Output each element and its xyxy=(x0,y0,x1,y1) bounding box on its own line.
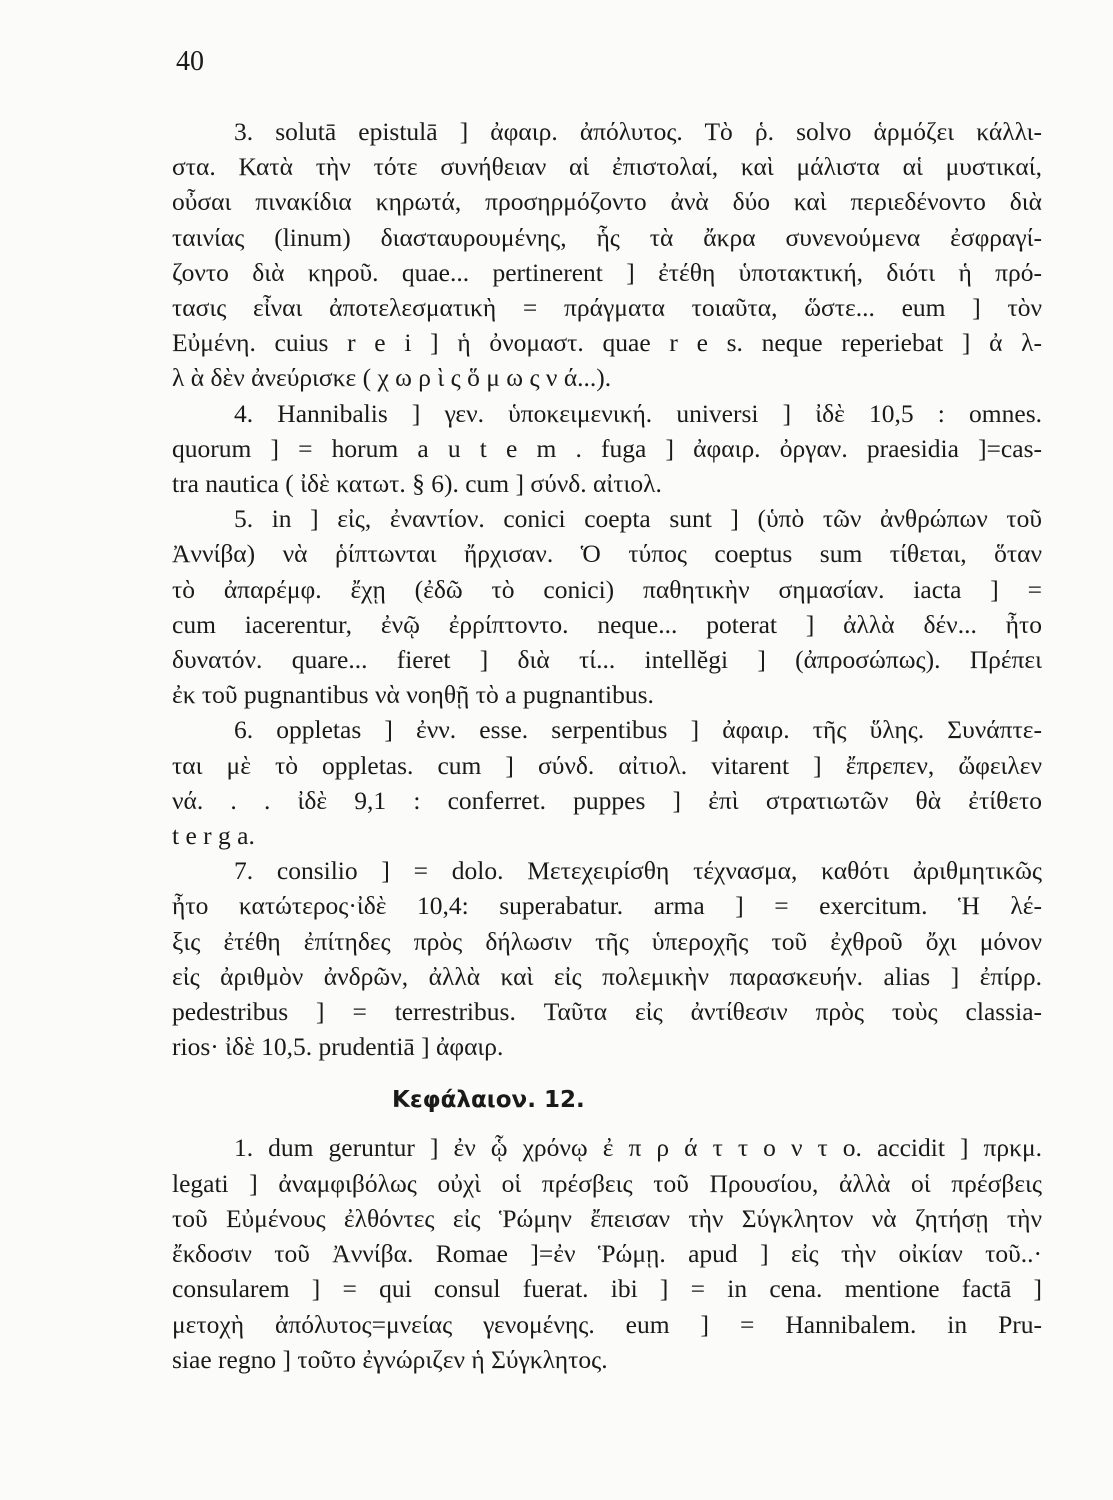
note-line: ξις ἐτέθη ἐπίτηδες πρὸς δήλωσιν τῆς ὑπεροχῆς τοῦ ἐχθροῦ ὄχι μόνον xyxy=(172,926,1042,956)
notes-section-b xyxy=(172,1130,1042,1376)
note-5 xyxy=(172,501,1042,712)
note-line: ἦτο κατώτερος·ἰδὲ 10,4: superabatur. arma ] = exercitum. Ἡ λέ- xyxy=(172,891,1042,921)
note-line: pedestribus ] = terrestribus. Ταῦτα εἰς ἀντίθεσιν πρὸς τοὺς classia- xyxy=(172,997,1042,1027)
notes-section-a xyxy=(172,114,1042,1064)
note-line: οὖσαι πινακίδια κηρωτά, προσηρμόζοντο ἀνὰ δύο καὶ περιεδένοντο διὰ xyxy=(172,187,1042,217)
note-line: 4. Hannibalis ] γεν. ὑποκειμενική. universi ] ἰδὲ 10,5 : omnes. xyxy=(234,398,1042,428)
note-3 xyxy=(172,114,1042,396)
note-line: Ἀννίβα) νὰ ῥίπτωνται ἤρχισαν. Ὁ τύπος coeptus sum τίθεται, ὅταν xyxy=(172,539,1042,569)
note-line: στα. Κατὰ τὴν τότε συνήθειαν αἱ ἐπιστολαί, καὶ μάλιστα αἱ μυστικαί, xyxy=(172,152,1042,182)
note-line: siae regno ] τοῦτο ἐγνώριζεν ἡ Σύγκλητος. xyxy=(172,1344,608,1374)
page-content xyxy=(172,114,1042,1377)
note-line: εἰς ἀριθμὸν ἀνδρῶν, ἀλλὰ καὶ εἰς πολεμικὴν παρασκευήν. alias ] ἐπίρρ. xyxy=(172,961,1042,991)
note-line: 3. solutā epistulā ] ἀφαιρ. ἀπόλυτος. Τὸ ῥ. solvo ἁρμόζει κάλλι- xyxy=(234,117,1042,146)
note-line: quorum ] = horum a u t e m . fuga ] ἀφαιρ. ὀργαν. praesidia ]=cas- xyxy=(172,433,1042,463)
chapter-heading: Κεφάλαιον. 12. xyxy=(392,1087,585,1114)
note-line: ἐκ τοῦ pugnantibus νὰ νοηθῇ τὸ a pugnantibus. xyxy=(172,680,654,710)
note-line: 7. consilio ] = dolo. Μετεχειρίσθη τέχνασμα, καθότι ἀριθμητικῶς xyxy=(234,856,1042,886)
note-6 xyxy=(172,712,1042,853)
note-line: λ ὰ δὲν ἀνεύρισκε ( χ ω ρ ὶ ς ὅ μ ω ς ν ά...). xyxy=(172,363,612,393)
note-line: ζοντο διὰ κηροῦ. quae... pertinerent ] ἐτέθη ὑποτακτική, διότι ἡ πρό- xyxy=(172,257,1042,287)
note-line: δυνατόν. quare... fieret ] διὰ τί... intellĕgi ] (ἀπροσώπως). Πρέπει xyxy=(172,645,1042,675)
note-line: μετοχὴ ἀπόλυτος=μνείας γενομένης. eum ] = Hannibalem. in Pru- xyxy=(172,1309,1042,1339)
note-line: 6. oppletas ] ἐνν. esse. serpentibus ] ἀφαιρ. τῆς ὕλης. Συνάπτε- xyxy=(234,715,1042,745)
note-line: 5. in ] εἰς, ἐναντίον. conici coepta sunt ] (ὑπὸ τῶν ἀνθρώπων τοῦ xyxy=(234,504,1042,534)
note-line: tra nautica ( ἰδὲ κατωτ. § 6). cum ] σύνδ. αἰτιολ. xyxy=(172,469,662,499)
note-7 xyxy=(172,853,1042,1064)
note-line: τασις εἶναι ἀποτελεσματικὴ = πράγματα τοιαῦτα, ὥστε... eum ] τὸν xyxy=(172,293,1042,323)
note-line: ται μὲ τὸ oppletas. cum ] σύνδ. αἰτιολ. vitarent ] ἔπρεπεν, ὤφειλεν xyxy=(172,750,1042,780)
note-line: consularem ] = qui consul fuerat. ibi ] = in cena. mentione factā ] xyxy=(172,1274,1042,1304)
note-line: 1. dum geruntur ] ἐν ᾧ χρόνῳ ἐ π ρ ά τ τ ο ν τ ο. accidit ] πρκμ. xyxy=(234,1133,1042,1163)
note-line: t e r g a. xyxy=(172,821,255,851)
note-line: τοῦ Εὐμένους ἐλθόντες εἰς Ῥώμην ἔπεισαν τὴν Σύγκλητον νὰ ζητήσῃ τὴν xyxy=(172,1203,1042,1233)
note-line: Εὐμένη. cuius r e i ] ἡ ὀνομαστ. quae r e s. neque reperiebat ] ἀ λ- xyxy=(172,328,1042,358)
note-line: ἔκδοσιν τοῦ Ἀννίβα. Romae ]=ἐν Ῥώμῃ. apud ] εἰς τὴν οἰκίαν τοῦ..· xyxy=(172,1239,1042,1269)
note-12-1 xyxy=(172,1130,1042,1376)
note-line: νά. . . ἰδὲ 9,1 : conferret. puppes ] ἐπὶ στρατιωτῶν θὰ ἐτίθετο xyxy=(172,785,1042,815)
note-line: cum iacerentur, ἐνῷ ἐρρίπτοντο. neque... poterat ] ἀλλὰ δέν... ἦτο xyxy=(172,609,1042,639)
page-number: 40 xyxy=(176,46,204,77)
note-line: legati ] ἀναμφιβόλως οὐχὶ οἱ πρέσβεις τοῦ Προυσίου, ἀλλὰ οἱ πρέσβεις xyxy=(172,1168,1042,1198)
note-line: ταινίας (linum) διασταυρουμένης, ἧς τὰ ἄκρα συνενούμενα ἐσφραγί- xyxy=(172,222,1042,252)
note-line: τὸ ἀπαρέμφ. ἔχῃ (ἐδῶ τὸ conici) παθητικὴν σημασίαν. iacta ] = xyxy=(172,574,1042,604)
note-4 xyxy=(172,396,1042,502)
note-line: rios· ἰδὲ 10,5. prudentiā ] ἀφαιρ. xyxy=(172,1032,504,1062)
